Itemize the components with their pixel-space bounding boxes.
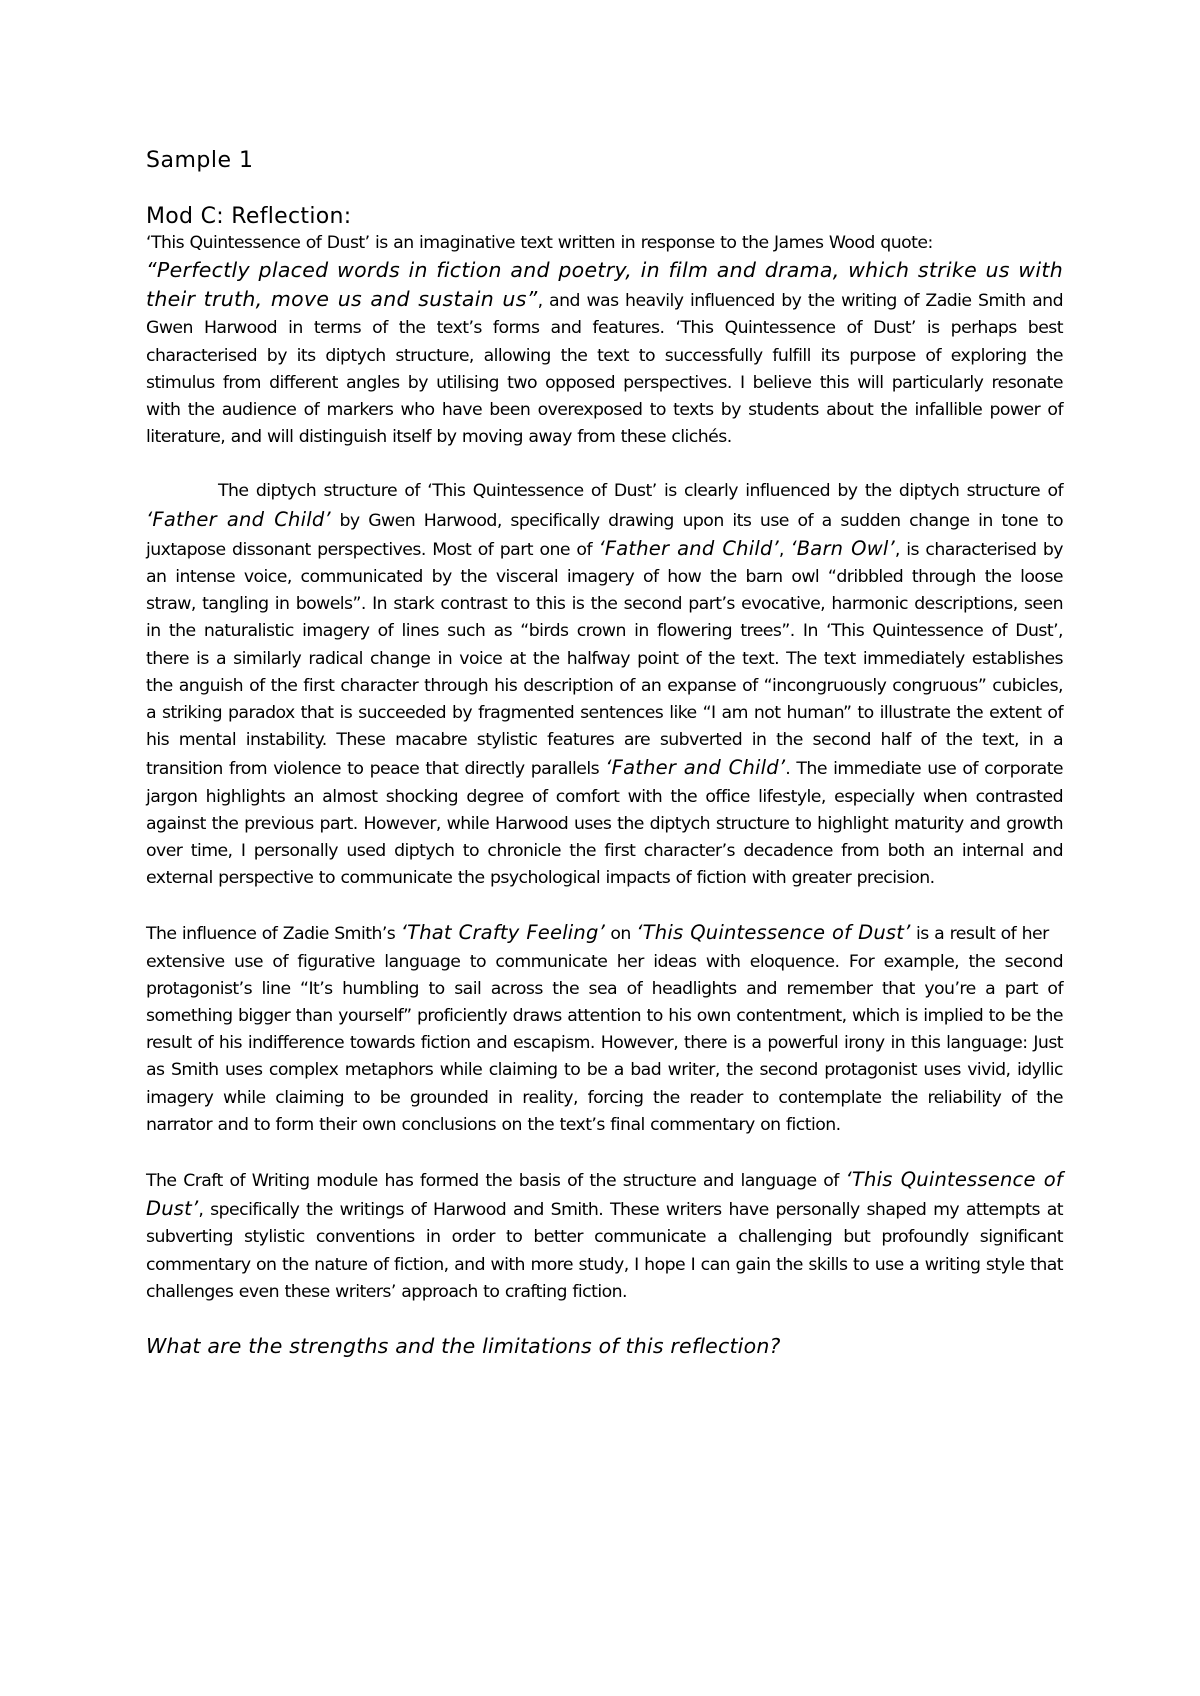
- p4-text-2: , specifically the writings of Harwood and Smith. These writers have personally shaped my attempts at subverting stylistic conventions in order to better communicate a challenging but profoundly significant commentary on the nature of fiction, and with more study, I hope I can gain the skills to use a writing style that challenges even these writers’ approach to crafting fiction.: [146, 1200, 1063, 1302]
- paragraph-gap: [146, 1306, 1063, 1333]
- p2-title-4: ‘Father and Child’: [605, 756, 786, 780]
- p2-text-3: ,: [778, 539, 791, 560]
- p2-text-2: by Gwen Harwood, specifically drawing upon its use of a sudden change in tone to juxtapose dissonant perspectives. Most of part one of: [146, 510, 1063, 560]
- paragraph-diptych: [146, 478, 1063, 892]
- paragraph-gap: [146, 892, 1063, 919]
- p3-text-1: The influence of Zadie Smith’s: [146, 924, 401, 945]
- p2-text-5: . The immediate use of corporate jargon highlights an almost shocking degree of comfort with the office lifestyle, especially when contrasted against the previous part. However, while Harwood uses the diptych structure to highlight maturity and growth over time, I personally used diptych to chronicle the first character’s decadence from both an internal and external perspective to communicate the psychological impacts of fiction with greater precision.: [146, 759, 1063, 889]
- paragraph-gap: [146, 1139, 1063, 1166]
- reflection-question: What are the strengths and the limitations of this reflection?: [146, 1334, 781, 1358]
- document-page: [146, 148, 1063, 1360]
- p3-text-4: extensive use of figurative language to communicate her ideas with eloquence. For example, the second protagonist’s line “It’s humbling to sail across the sea of headlights and remember that you’re a part of something bigger than yourself” proficiently draws attention to his own contentment, which is implied to be the result of his indifference towards fiction and escapism. However, there is a powerful irony in this language: Just as Smith uses complex metaphors while claiming to be a bad writer, the second protagonist uses vivid, idyllic imagery while claiming to be grounded in reality, forcing the reader to contemplate the reliability of the narrator and to form their own conclusions on the text’s final commentary on fiction.: [146, 951, 1063, 1135]
- p2-text-4: , is characterised by an intense voice, communicated by the visceral imagery of how the barn owl “dribbled through the loose straw, tangling in bowels”. In stark contrast to this is the second part’s evocative, harmonic descriptions, seen in the naturalistic imagery of lines such as “birds crown in flowering trees”. In ‘This Quintessence of Dust’, there is a similarly radical change in voice at the halfway point of the text. The text immediately establishes the anguish of the first character through his description of an expanse of “incongruously congruous” cubicles, a striking paradox that is succeeded by fragmented sentences like “I am not human” to illustrate the extent of his mental instability. These macabre stylistic features are subverted in the second half of the text, in a transition from violence to peace that directly parallels: [146, 539, 1063, 780]
- p3-text-3: is a result of her: [910, 924, 1049, 945]
- p3-title-2: ‘This Quintessence of Dust’: [636, 921, 911, 945]
- p2-text-1: The diptych structure of ‘This Quintessence of Dust’ is clearly influenced by the diptych structure of: [218, 481, 1063, 502]
- p3-text-2: on: [604, 924, 637, 945]
- p4-title-1: ‘This Quintessence of Dust’: [146, 1167, 1063, 1221]
- paragraph-craft-of-writing: [146, 1166, 1063, 1306]
- p3-title-1: ‘That Crafty Feeling’: [400, 921, 605, 945]
- paragraph-gap: [146, 451, 1063, 478]
- sample-heading: Sample 1: [146, 148, 254, 173]
- p2-title-2: ‘Father and Child’: [598, 536, 779, 560]
- james-wood-quote: “Perfectly placed words in fiction and poetry, in film and drama, which strike us with their truth, move us and sustain us”: [146, 257, 1063, 312]
- p4-text-1: The Craft of Writing module has formed the basis of the structure and language of: [146, 1170, 846, 1191]
- reflection-heading: Mod C: Reflection:: [146, 204, 352, 230]
- p2-title-1: ‘Father and Child’: [146, 507, 331, 531]
- p2-title-3: ‘Barn Owl’: [790, 536, 895, 560]
- intro-rest: , and was heavily influenced by the writing of Zadie Smith and Gwen Harwood in terms of the text’s forms and features. ‘This Quintessence of Dust’ is perhaps best characterised by its diptych structure, allowing the text to successfully fulfill its purpose of exploring the stimulus from different angles by utilising two opposed perspectives. I believe this will particularly resonate with the audience of markers who have been overexposed to texts by students about the infallible power of literature, and will distinguish itself by moving away from these clichés.: [146, 291, 1063, 448]
- paragraph-intro: [146, 230, 1063, 452]
- paragraph-zadie-smith: [146, 919, 1063, 1139]
- intro-text: ‘This Quintessence of Dust’ is an imaginative text written in response to the James Wood quote:: [146, 232, 933, 253]
